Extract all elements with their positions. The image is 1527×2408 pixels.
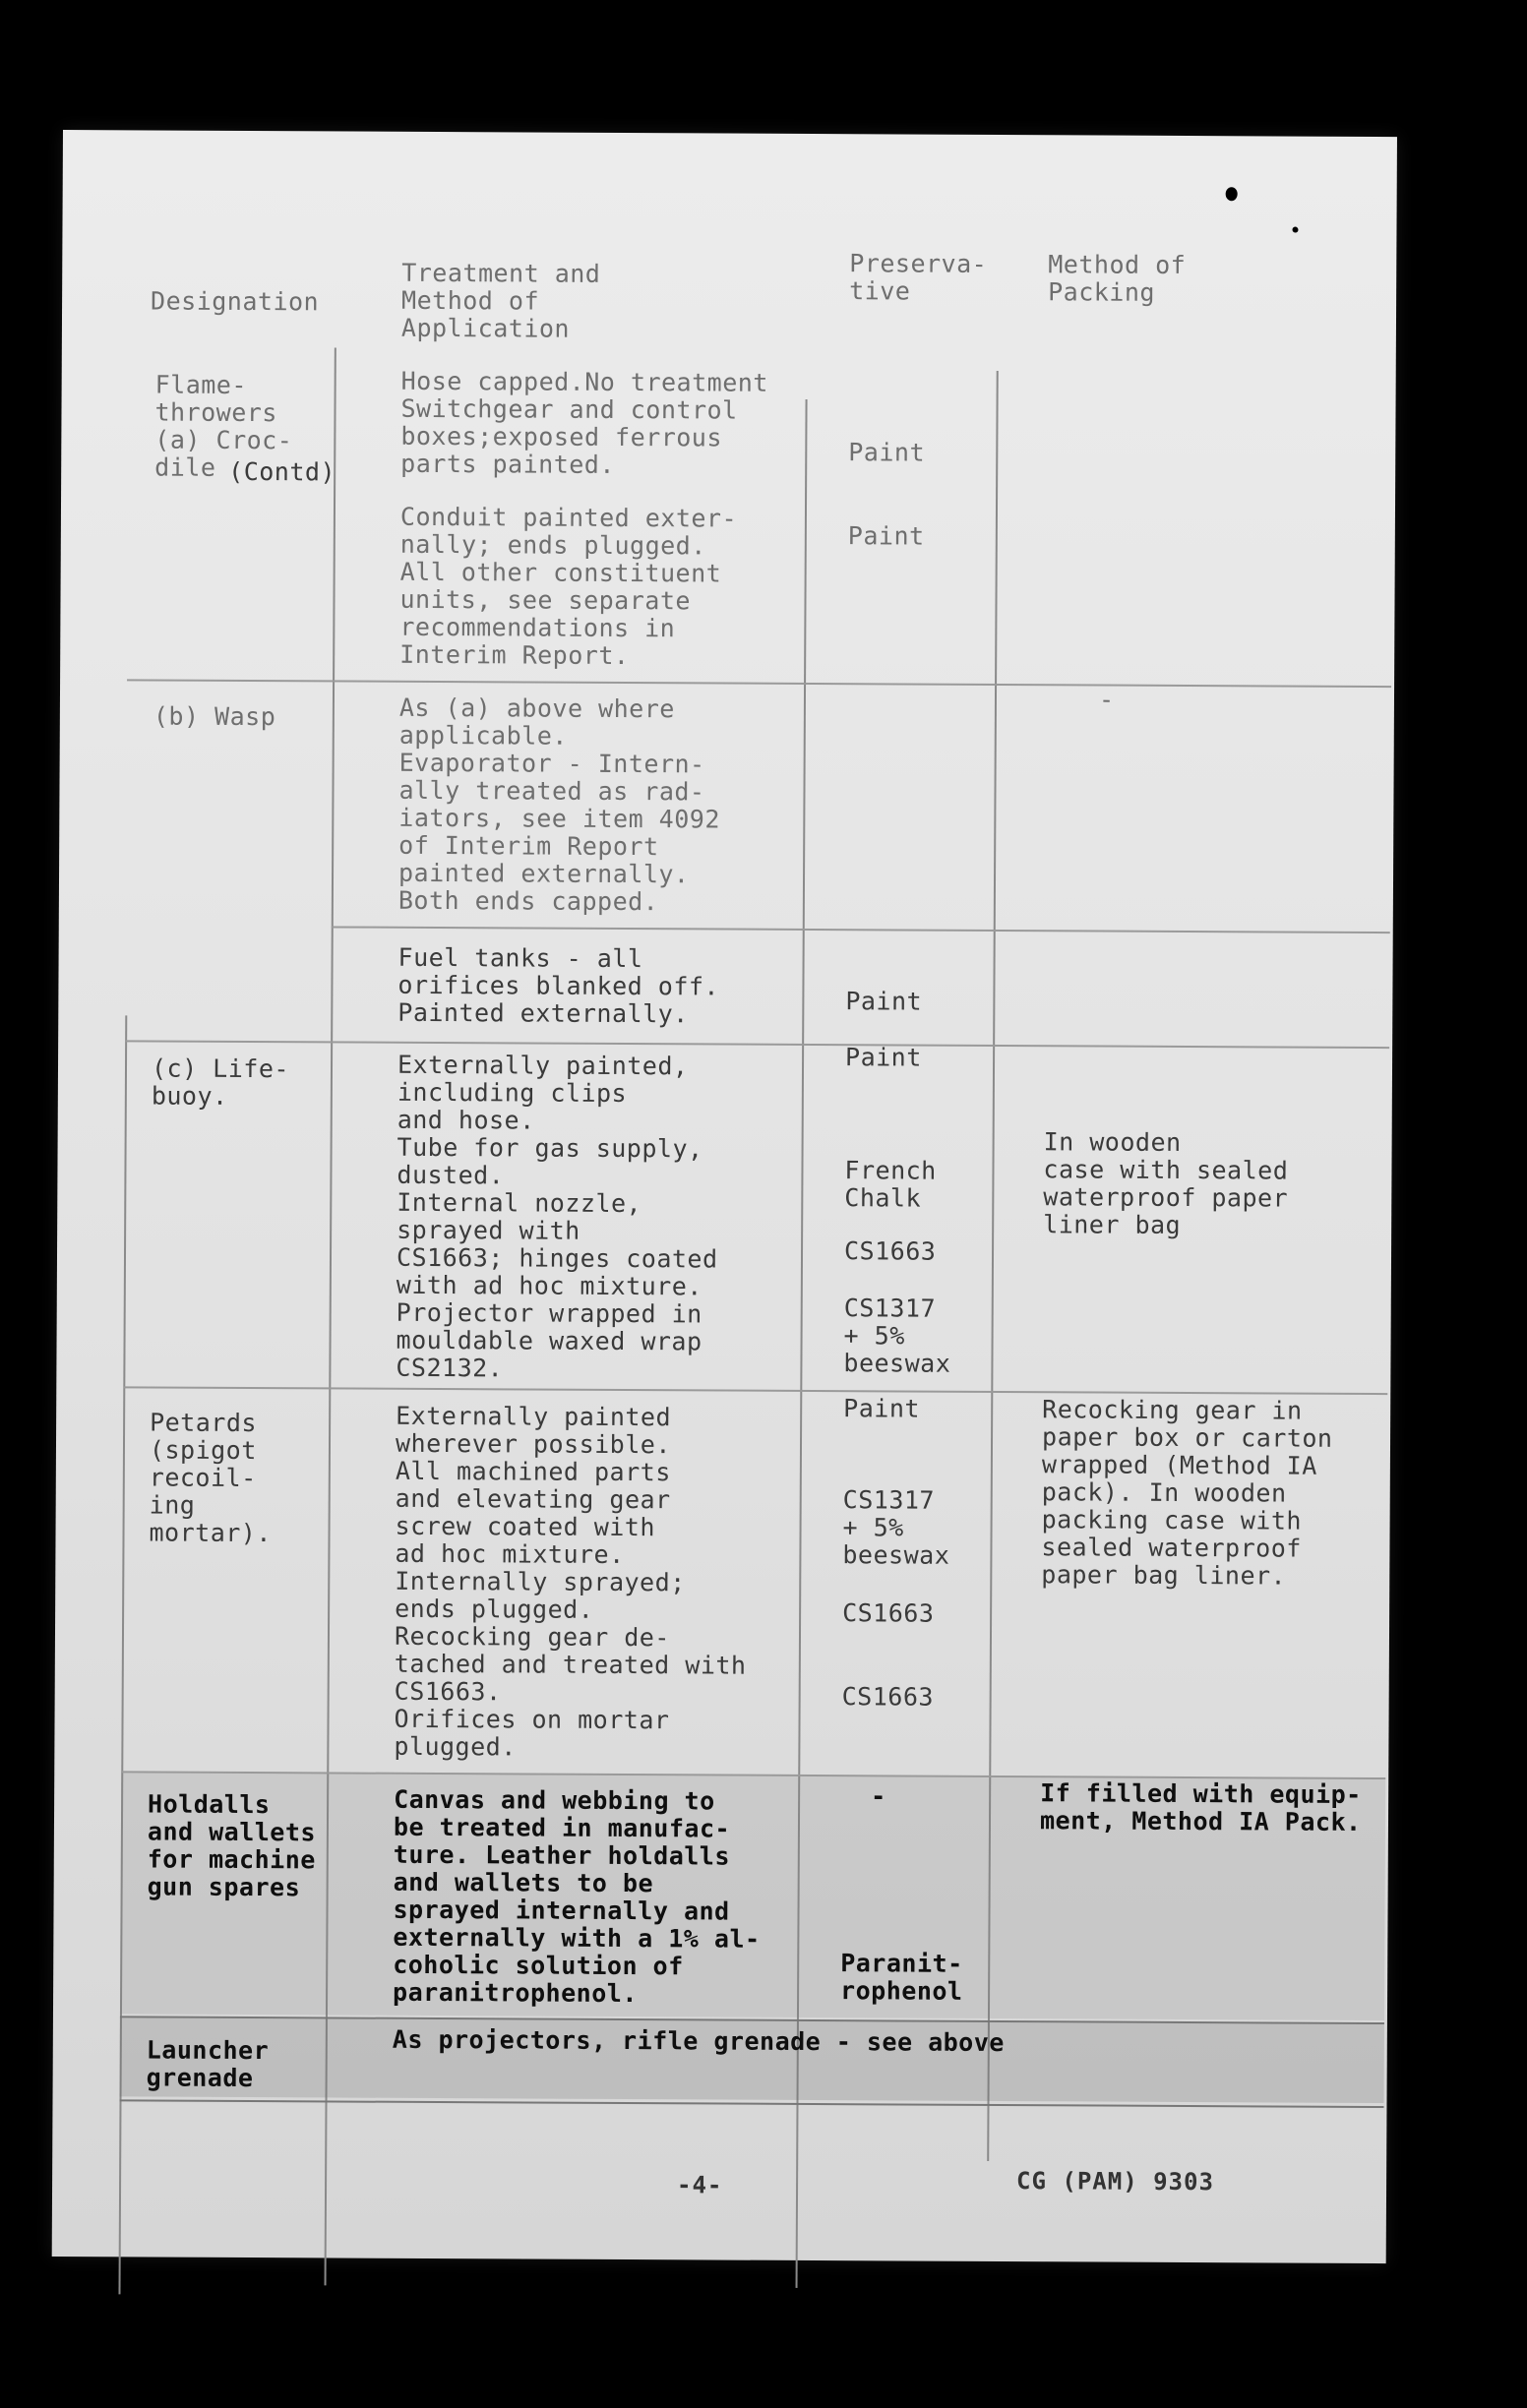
treatment-crocodile-1: Hose capped.No treatment Switchgear and control boxes;exposed ferrous parts painted. bbox=[400, 366, 768, 479]
preservative-petards-cs1663-a: CS1663 bbox=[842, 1598, 935, 1628]
treatment-wasp-1: As (a) above where applicable. Evaporator - Intern- ally treated as rad- iators, see item 4092 of Interim Report painted externally. Both ends capped. bbox=[397, 692, 720, 917]
preservative-lifebuoy-cs1317: CS1317 + 5% beeswax bbox=[843, 1294, 951, 1378]
preservative-holdalls-paranitrophenol: Paranit- rophenol bbox=[840, 1949, 963, 2006]
designation-flamethrowers: Flame- throwers (a) Croc- dile bbox=[154, 370, 293, 482]
designation-wasp: (b) Wasp bbox=[153, 701, 276, 732]
header-treatment: Treatment and Method of Application bbox=[400, 258, 601, 343]
ink-speck bbox=[1292, 227, 1298, 233]
preservative-petards-cs1663-b: CS1663 bbox=[841, 1682, 935, 1712]
preservative-crocodile-1: Paint bbox=[848, 438, 926, 467]
designation-lifebuoy: (c) Life- buoy. bbox=[151, 1054, 290, 1111]
designation-contd: (Contd) bbox=[228, 456, 336, 487]
designation-petards: Petards (spigot recoil- ing mortar). bbox=[149, 1408, 273, 1548]
header-designation: Designation bbox=[151, 286, 320, 317]
preservative-petards-paint: Paint bbox=[843, 1394, 921, 1423]
document-page bbox=[52, 130, 1397, 2263]
preservative-crocodile-2: Paint bbox=[847, 521, 925, 551]
packing-holdalls: If filled with equip- ment, Method IA Pack. bbox=[1039, 1778, 1362, 1836]
row-divider-1 bbox=[127, 679, 1391, 688]
header-preservative: Preserva- tive bbox=[849, 249, 988, 306]
preservative-lifebuoy-cs1663: CS1663 bbox=[843, 1236, 937, 1266]
treatment-lifebuoy: Externally painted, including clips and hose. Tube for gas supply, dusted. Internal nozzle, sprayed with CS1663; hinges coated with ad hoc mixture. Projector wrapped in mouldable waxed wrap CS2132. bbox=[396, 1050, 718, 1383]
treatment-wasp-2: Fuel tanks - all orifices blanked off. Painted externally. bbox=[397, 942, 720, 1029]
packing-petards: Recocking gear in paper box or carton wrapped (Method IA pack). In wooden packing case with sealed waterproof paper bag liner. bbox=[1041, 1395, 1333, 1591]
preservative-wasp-2: Paint bbox=[845, 987, 923, 1016]
treatment-holdalls: Canvas and webbing to be treated in manufac- ture. Leather holdalls and wallets to be sprayed internally and externally with a 1% al- coholic solution of paranitrophenol. bbox=[393, 1784, 761, 2009]
preservative-petards-cs1317: CS1317 + 5% beeswax bbox=[842, 1485, 950, 1570]
designation-holdalls: Holdalls and wallets for machine gun spares bbox=[147, 1789, 317, 1902]
row-divider-4 bbox=[123, 1386, 1387, 1395]
treatment-crocodile-2: Conduit painted exter- nally; ends plugged. All other constituent units, see separate recommendations in Interim Report. bbox=[399, 502, 738, 671]
preservative-holdalls-dash: - bbox=[871, 1781, 886, 1811]
designation-launcher: Launcher grenade bbox=[146, 2035, 270, 2093]
header-packing: Method of Packing bbox=[1048, 250, 1187, 307]
preservative-lifebuoy-chalk: French Chalk bbox=[844, 1156, 937, 1213]
packing-lifebuoy: In wooden case with sealed waterproof paper liner bag bbox=[1043, 1127, 1289, 1239]
preservative-lifebuoy-paint: Paint bbox=[844, 1043, 922, 1072]
document-reference: CG (PAM) 9303 bbox=[1016, 2167, 1215, 2197]
page-number: -4- bbox=[676, 2171, 723, 2199]
packing-wasp: - bbox=[1098, 685, 1115, 714]
treatment-petards: Externally painted wherever possible. All machined parts and elevating gear screw coated with ad hoc mixture. Internally sprayed; ends plugged. Recocking gear de- tached and treated with CS1663. Orifices on mortar plugged. bbox=[394, 1401, 747, 1762]
treatment-launcher: As projectors, rifle grenade - see above bbox=[392, 2024, 1005, 2058]
row-divider-2 bbox=[332, 926, 1390, 933]
left-border bbox=[118, 1015, 127, 2294]
ink-speck bbox=[1226, 187, 1238, 201]
row-divider-3 bbox=[125, 1040, 1389, 1049]
